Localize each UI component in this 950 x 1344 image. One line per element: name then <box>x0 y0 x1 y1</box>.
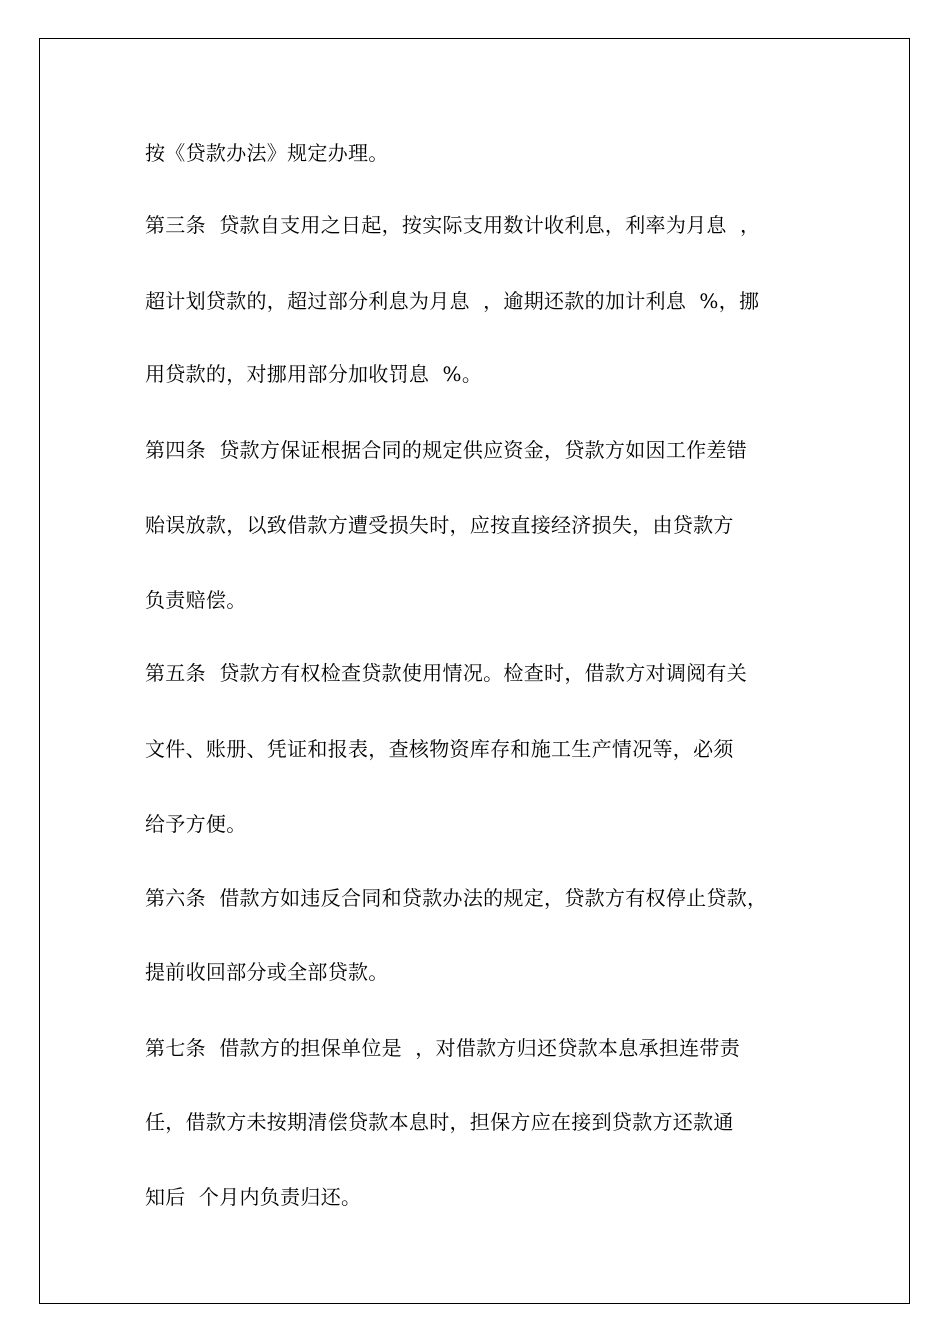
text-line-4: 用贷款的，对挪用部分加收罚息 %。 <box>145 362 483 386</box>
text-line-5: 第四条 贷款方保证根据合同的规定供应资金，贷款方如因工作差错 <box>145 438 748 462</box>
text-line-13: 第七条 借款方的担保单位是 ，对借款方归还贷款本息承担连带责 <box>145 1036 741 1060</box>
text-line-7: 负责赔偿。 <box>145 588 247 612</box>
text-line-9: 文件、账册、凭证和报表，查核物资库存和施工生产情况等，必须 <box>145 737 734 761</box>
text-line-11: 第六条 借款方如违反合同和贷款办法的规定，贷款方有权停止贷款， <box>145 886 768 910</box>
text-line-3: 超计划贷款的，超过部分利息为月息 ，逾期还款的加计利息 %，挪 <box>145 289 760 313</box>
text-line-8: 第五条 贷款方有权检查贷款使用情况。检查时，借款方对调阅有关 <box>145 661 748 685</box>
text-line-14: 任，借款方未按期清偿贷款本息时，担保方应在接到贷款方还款通 <box>145 1110 734 1134</box>
text-line-15: 知后 个月内负责归还。 <box>145 1185 362 1209</box>
text-line-6: 贻误放款，以致借款方遭受损失时，应按直接经济损失，由贷款方 <box>145 513 734 537</box>
text-line-10: 给予方便。 <box>145 812 247 836</box>
text-line-12: 提前收回部分或全部贷款。 <box>145 960 389 984</box>
text-line-2: 第三条 贷款自支用之日起，按实际支用数计收利息，利率为月息 ， <box>145 213 761 237</box>
text-line-1: 按《贷款办法》规定办理。 <box>145 141 389 165</box>
